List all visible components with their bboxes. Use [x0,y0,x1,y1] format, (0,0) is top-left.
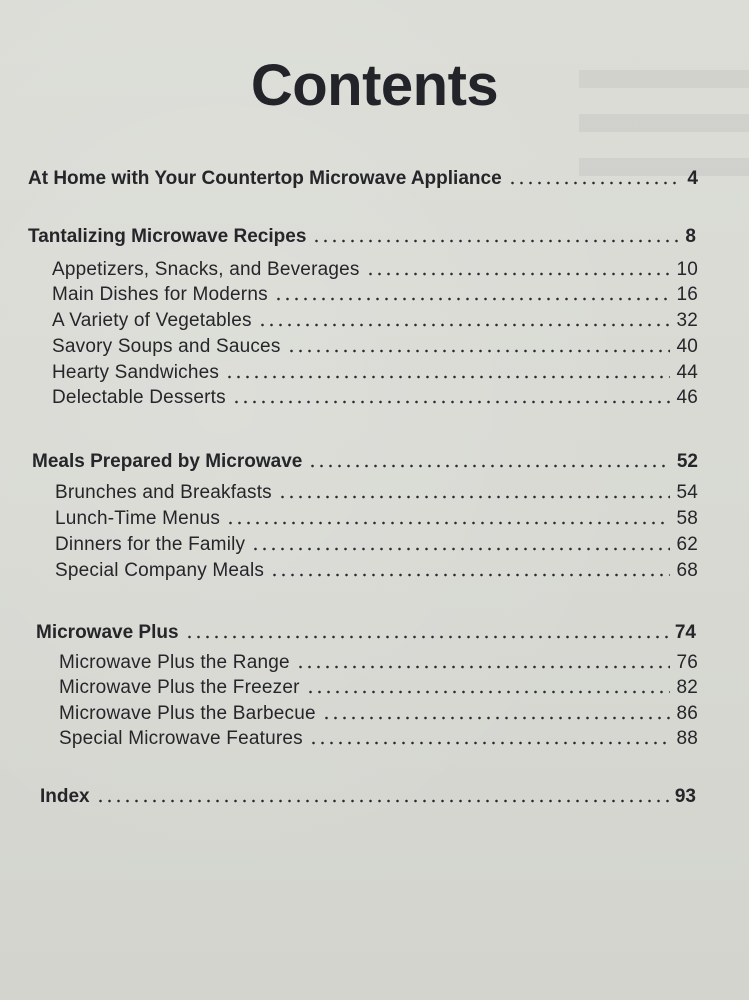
dot-leader [308,462,671,470]
toc-item-entry [52,362,698,384]
toc-page-number: 32 [676,310,698,331]
toc-item-title: A Variety of Vegetables [52,310,252,331]
toc-item-entry [52,310,698,332]
toc-item-entry [55,482,698,504]
toc-item-title: Hearty Sandwiches [52,362,220,383]
toc-page-number: 68 [676,560,698,581]
dot-leader [258,321,671,329]
toc-item-entry [52,387,698,409]
toc-page-number: 88 [676,728,698,749]
toc-section-entry [28,168,698,190]
toc-section-title: Index [40,786,90,807]
toc-item-title: Microwave Plus the Range [59,652,290,673]
toc-item-entry [59,652,698,674]
toc-section-entry [40,786,696,808]
dot-leader [251,545,670,553]
toc-item-title: Savory Soups and Sauces [52,336,281,357]
toc-item-title: Lunch-Time Menus [55,508,221,529]
toc-item-title: Delectable Desserts [52,387,226,408]
dot-leader [296,663,671,671]
toc-section-entry [28,226,696,248]
toc-page-number: 46 [676,387,698,408]
toc-page-number: 58 [676,508,698,529]
toc-page-number: 54 [676,482,698,503]
toc-item-title: Special Company Meals [55,560,265,581]
toc-page-number: 16 [676,284,698,305]
toc-section-title: Meals Prepared by Microwave [32,451,303,472]
toc-page-number: 62 [676,534,698,555]
dot-leader [185,633,669,641]
toc-item-title: Dinners for the Family [55,534,246,555]
toc-item-entry [52,336,698,358]
toc-item-entry [59,703,698,725]
toc-item-entry [59,728,698,750]
dot-leader [96,797,669,805]
dot-leader [309,739,671,747]
toc-page-number: 8 [685,226,696,247]
dot-leader [508,179,682,187]
dot-leader [274,295,671,303]
toc-page-number: 74 [674,622,696,643]
toc-item-entry [59,677,698,699]
toc-section-title: Tantalizing Microwave Recipes [28,226,307,247]
toc-page-number: 93 [674,786,696,807]
toc-page-number: 82 [676,677,698,698]
toc-page-number: 76 [676,652,698,673]
toc-item-title: Special Microwave Features [59,728,303,749]
dot-leader [366,270,671,278]
toc-item-entry [55,534,698,556]
toc-page-number: 52 [676,451,698,472]
toc-item-title: Appetizers, Snacks, and Beverages [52,259,360,280]
page-title: Contents [250,53,499,118]
toc-item-entry [52,259,698,281]
dot-leader [312,237,679,245]
toc-section-title: At Home with Your Countertop Microwave Appliance [28,168,502,189]
toc-section-entry [32,451,698,473]
toc-section-entry [36,622,696,644]
toc-page-number: 4 [687,168,698,189]
toc-page-number: 86 [676,703,698,724]
dot-leader [306,688,671,696]
dot-leader [322,714,671,722]
toc-item-entry [52,284,698,306]
toc-item-entry [55,560,698,582]
toc-item-title: Main Dishes for Moderns [52,284,268,305]
toc-item-title: Microwave Plus the Freezer [59,677,300,698]
toc-page-number: 10 [676,259,698,280]
dot-leader [232,398,671,406]
dot-leader [287,347,671,355]
toc-page-number: 40 [676,336,698,357]
dot-leader [270,571,670,579]
toc-page-number: 44 [676,362,698,383]
dot-leader [278,493,671,501]
dot-leader [226,519,670,527]
toc-item-title: Microwave Plus the Barbecue [59,703,316,724]
dot-leader [225,373,670,381]
toc-section-title: Microwave Plus [36,622,179,643]
toc-item-title: Brunches and Breakfasts [55,482,272,503]
toc-item-entry [55,508,698,530]
